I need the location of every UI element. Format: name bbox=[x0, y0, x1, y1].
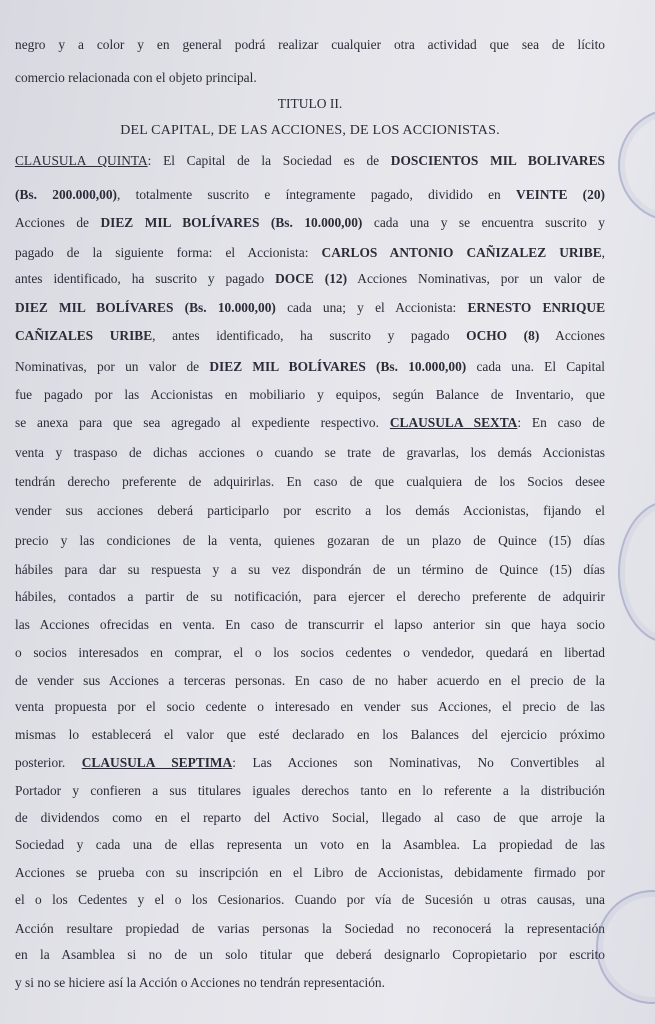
notary-stamp-middle bbox=[618, 500, 655, 644]
text-line bbox=[15, 669, 605, 693]
text-segment: DEL CAPITAL, DE LAS ACCIONES, DE LOS ACCIONISTAS. bbox=[120, 123, 500, 138]
text-line bbox=[15, 833, 605, 857]
text-line bbox=[15, 441, 605, 465]
text-line bbox=[15, 66, 605, 90]
text-line bbox=[15, 119, 605, 143]
text-segment: VEINTE (20) bbox=[516, 187, 605, 202]
text-segment: : En caso de bbox=[517, 415, 605, 430]
text-segment: antes identificado, ha suscrito y pagado bbox=[15, 271, 276, 286]
text-segment: CLAUSULA SEPTIMA bbox=[81, 755, 233, 770]
text-segment: de dividendos como en el reparto del Activo Social, llegado al caso de que arroje la bbox=[15, 810, 605, 825]
text-segment: Acciones Nominativas, por un valor de bbox=[347, 271, 605, 286]
text-segment: , totalmente suscrito e íntegramente pagado, dividido en bbox=[116, 187, 517, 202]
text-line bbox=[15, 355, 605, 379]
text-segment: el o los Cedentes y el o los Cesionarios. Cuando por vía de Sucesión u otras causas, una bbox=[15, 892, 605, 907]
text-segment: DIEZ MIL BOLÍVARES (Bs. 10.000,00) bbox=[100, 215, 363, 230]
text-segment: las Acciones ofrecidas en venta. En caso de transcurrir el lapso anterior sin que haya socio bbox=[15, 617, 605, 632]
text-segment: tendrán derecho preferente de adquirirlas. En caso de que cualquiera de los Socios desee bbox=[15, 474, 605, 489]
text-line bbox=[15, 529, 605, 553]
text-segment: TITULO II. bbox=[277, 96, 343, 111]
text-segment: CARLOS ANTONIO CAÑIZALEZ URIBE bbox=[321, 245, 602, 260]
text-line bbox=[15, 723, 605, 747]
text-segment: vender sus acciones deberá participarlo por escrito a los demás Accionistas, fijando el bbox=[15, 503, 605, 518]
text-line bbox=[15, 211, 605, 235]
text-segment: Acción resultare propiedad de varias personas la Sociedad no reconocerá la representación bbox=[15, 921, 605, 936]
text-line bbox=[15, 806, 605, 830]
text-segment: CLAUSULA SEXTA bbox=[389, 415, 518, 430]
text-segment: Sociedad y cada una de ellas representa un voto en la Asamblea. La propiedad de las bbox=[15, 837, 605, 852]
text-line bbox=[15, 971, 605, 995]
text-line bbox=[15, 751, 605, 775]
text-segment: DIEZ MIL BOLÍVARES (Bs. 10.000,00) bbox=[15, 300, 276, 315]
text-segment: Acciones bbox=[539, 328, 605, 343]
text-segment: posterior. bbox=[15, 755, 82, 770]
notary-stamp-top bbox=[618, 108, 655, 222]
text-segment: comercio relacionada con el objeto principal. bbox=[15, 70, 257, 85]
text-segment: venta propuesta por el socio cedente o interesado en vender sus Acciones, el precio de las bbox=[15, 699, 605, 714]
text-line bbox=[15, 33, 605, 57]
text-line bbox=[15, 943, 605, 967]
text-line bbox=[15, 641, 605, 665]
text-line bbox=[15, 411, 605, 435]
text-line bbox=[15, 585, 605, 609]
text-segment: fue pagado por las Accionistas en mobiliario y equipos, según Balance de Inventario, que bbox=[15, 387, 605, 402]
text-segment: y si no se hiciere así la Acción o Acciones no tendrán representación. bbox=[15, 975, 385, 990]
text-segment: Portador y confieren a sus titulares iguales derechos tanto en lo referente a la distribución bbox=[15, 783, 605, 798]
text-line bbox=[15, 183, 605, 207]
text-line bbox=[15, 499, 605, 523]
text-segment: hábiles para dar su respuesta y a su vez dispondrán de un término de Quince (15) días bbox=[15, 562, 605, 577]
text-segment: precio y las condiciones de la venta, quienes gozaran de un plazo de Quince (15) días bbox=[15, 533, 605, 548]
text-line bbox=[15, 324, 605, 348]
text-line bbox=[15, 92, 605, 116]
text-segment: mismas lo establecerá el valor que esté declarado en los Balances del ejercicio próximo bbox=[15, 727, 605, 742]
text-segment: venta y traspaso de dichas acciones o cuando se trate de gravarlas, los demás Accionistas bbox=[15, 445, 605, 460]
text-segment: Acciones de bbox=[15, 215, 101, 230]
text-line bbox=[15, 470, 605, 494]
text-segment: o socios interesados en comprar, el o los socios cedentes o vendedor, quedará en libertad bbox=[15, 645, 605, 660]
text-segment: CLAUSULA QUINTA bbox=[15, 153, 148, 168]
text-segment: : El Capital de la Sociedad es de bbox=[147, 153, 391, 168]
text-line bbox=[15, 296, 605, 320]
text-segment: cada una; y el Accionista: bbox=[275, 300, 468, 315]
text-segment: , bbox=[601, 245, 605, 260]
text-segment: Acciones se prueba con su inscripción en el Libro de Accionistas, debidamente firmado por bbox=[15, 865, 605, 880]
text-line bbox=[15, 613, 605, 637]
text-segment: ERNESTO ENRIQUE bbox=[467, 300, 605, 315]
text-segment: se anexa para que sea agregado al expediente respectivo. bbox=[15, 415, 390, 430]
text-segment: , antes identificado, ha suscrito y pagado bbox=[152, 328, 467, 343]
text-segment: DOSCIENTOS MIL BOLIVARES bbox=[390, 153, 605, 168]
text-segment: OCHO (8) bbox=[466, 328, 540, 343]
text-line bbox=[15, 888, 605, 912]
text-line bbox=[15, 861, 605, 885]
text-segment: cada una. El Capital bbox=[466, 359, 605, 374]
text-segment: cada una y se encuentra suscrito y bbox=[362, 215, 605, 230]
text-segment: de vender sus Acciones a terceras personas. En caso de no haber acuerdo en el precio de la bbox=[15, 673, 605, 688]
text-line bbox=[15, 558, 605, 582]
text-segment: CAÑIZALES URIBE bbox=[15, 328, 153, 343]
text-line bbox=[15, 695, 605, 719]
text-segment: DOCE (12) bbox=[275, 271, 348, 286]
text-segment: Nominativas, por un valor de bbox=[15, 359, 210, 374]
text-segment: : Las Acciones son Nominativas, No Convertibles al bbox=[232, 755, 605, 770]
text-segment: negro y a color y en general podrá realizar cualquier otra actividad que sea de lícito bbox=[15, 37, 605, 52]
text-segment: en la Asamblea si no de un solo titular que deberá designarlo Copropietario por escrito bbox=[15, 947, 605, 962]
text-line bbox=[15, 383, 605, 407]
text-segment: DIEZ MIL BOLÍVARES (Bs. 10.000,00) bbox=[209, 359, 467, 374]
text-line bbox=[15, 917, 605, 941]
text-segment: pagado de la siguiente forma: el Accionista: bbox=[15, 245, 322, 260]
text-line bbox=[15, 779, 605, 803]
text-line bbox=[15, 149, 605, 173]
text-line bbox=[15, 267, 605, 291]
text-line bbox=[15, 241, 605, 265]
text-segment: hábiles, contados a partir de su notificación, para ejercer el derecho preferente de adquirir bbox=[15, 589, 605, 604]
text-segment: (Bs. 200.000,00) bbox=[15, 187, 117, 202]
